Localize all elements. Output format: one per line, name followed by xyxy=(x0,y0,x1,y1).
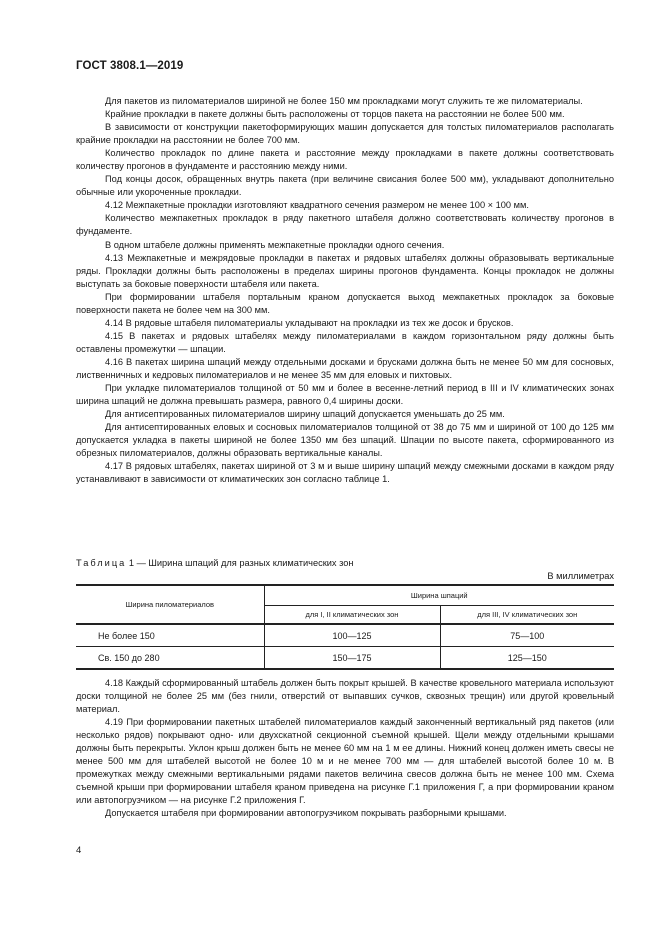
table-caption-text: 1 — Ширина шпаций для разных климатических зон xyxy=(128,558,354,568)
page-number: 4 xyxy=(76,845,82,856)
col-header-zone-1-2: для I, II климатических зон xyxy=(264,605,440,624)
table-caption xyxy=(76,557,614,570)
cell-lumber-width: Не более 150 xyxy=(76,624,264,647)
text-block-top xyxy=(76,95,614,486)
paragraph: Допускается штабеля при формировании автопогрузчиком покрывать разборными крышами. xyxy=(105,808,507,819)
paragraph: 4.12 Межпакетные прокладки изготовляют квадратного сечения размером не менее 100 × 100 мм. xyxy=(105,200,529,211)
paragraph: 4.17 В рядовых штабелях, пакетах шириной от 3 м и выше ширину шпаций между смежными досками в каждом ряду устанавливают в зависимости от климатических зон согласно таблице 1. xyxy=(76,461,614,485)
paragraph: 4.14 В рядовые штабеля пиломатериалы укладывают на прокладки из тех же досок и брусков. xyxy=(105,317,514,328)
paragraph: 4.13 Межпакетные и межрядовые прокладки в пакетах и рядовых штабелях должны образовывать вертикальные ряды. Прокладки должны быть расположены в пределах ширины прогонов фундамента. Концы прокладок не должны выступать за боковые поверхности штабеля или пакета. xyxy=(76,252,614,289)
cell-zone-1-2: 150—175 xyxy=(264,647,440,670)
paragraph: Крайние прокладки в пакете должны быть расположены от торцов пакета на расстоянии не более 500 мм. xyxy=(105,109,565,120)
paragraph: Для антисептированных пиломатериалов ширину шпаций допускается уменьшать до 25 мм. xyxy=(105,409,505,420)
paragraph: Для антисептированных еловых и сосновых пиломатериалов толщиной от 38 до 75 мм и шириной от 100 до 125 мм допускается укладка в пакеты шириной не более 1350 мм без шпаций. Шпации по высоте пакета, сформированного из обрезных пиломатериалов, должны образовать вертикальные каналы. xyxy=(76,422,614,459)
col-header-spacing-width: Ширина шпаций xyxy=(264,585,614,605)
paragraph: При формировании штабеля портальным краном допускается выход межпакетных прокладок за боковые поверхности пакета не более чем на 300 мм. xyxy=(76,291,614,315)
paragraph: Под концы досок, обращенных внутрь пакета (при величине свисания более 500 мм), укладывают дополнительно обычные или укороченные прокладки. xyxy=(76,174,614,198)
table-row xyxy=(76,647,614,670)
table-caption-word: Таблица xyxy=(76,558,127,568)
document-code: ГОСТ 3808.1—2019 xyxy=(76,60,184,72)
table-row xyxy=(76,624,614,647)
table-units: В миллиметрах xyxy=(547,571,614,581)
paragraph: Количество прокладок по длине пакета и расстояние между прокладками в пакете должны соответствовать количеству прогонов в фундаменте и расстоянию между ними. xyxy=(76,148,614,172)
cell-lumber-width: Св. 150 до 280 xyxy=(76,647,264,670)
paragraph: 4.18 Каждый сформированный штабель должен быть покрыт крышей. В качестве кровельного материала используют доски толщиной не более 25 мм (без гнили, отверстий от выпавших сучков, сквозных трещин) или другой кровельный материал. xyxy=(76,678,614,715)
cell-zone-3-4: 75—100 xyxy=(440,624,614,647)
col-header-zone-3-4: для III, IV климатических зон xyxy=(440,605,614,624)
paragraph: Количество межпакетных прокладок в ряду пакетного штабеля должно соответствовать количеству прогонов в фундаменте. xyxy=(76,213,614,237)
text-block-bottom xyxy=(76,677,614,821)
spacing-width-table xyxy=(76,584,614,670)
paragraph: 4.19 При формировании пакетных штабелей пиломатериалов каждый законченный вертикальный ряд пакетов (или несколько рядов) покрывают одно- или двухскатной секционной съемной крышей. Щели между отдельными крышами должны быть перекрыты. Уклон крыш должен быть не менее 60 мм на 1 м ее длины. Нижний конец должен иметь свесы не менее 500 мм для штабелей высотой не более 10 м и не менее 700 мм — для штабелей высотой более 10 м. В промежутках между смежными вертикальными рядами пакетов величина свесов должна быть не менее 100 мм. Схема съемной крыши при формировании штабеля краном приведена на рисунке Г.1 приложения Г, а при формировании краном или автопогрузчиком — на рисунке Г.2 приложения Г. xyxy=(76,717,614,806)
cell-zone-1-2: 100—125 xyxy=(264,624,440,647)
paragraph: Для пакетов из пиломатериалов шириной не более 150 мм прокладками могут служить те же пиломатериалы. xyxy=(105,96,583,106)
cell-zone-3-4: 125—150 xyxy=(440,647,614,670)
paragraph: 4.15 В пакетах и рядовых штабелях между пиломатериалами в каждом горизонтальном ряду должны быть оставлены промежутки — шпации. xyxy=(76,330,614,354)
paragraph: При укладке пиломатериалов толщиной от 50 мм и более в весенне-летний период в III и IV климатических зонах ширина шпаций не должна превышать размера, равного 0,4 ширины доски. xyxy=(76,383,614,407)
col-header-lumber-width: Ширина пиломатериалов xyxy=(76,585,264,624)
paragraph: 4.16 В пакетах ширина шпаций между отдельными досками и брусками должна быть не менее 50 мм для сосновых, лиственничных и кедровых пиломатериалов и не менее 35 мм для еловых и пихтовых. xyxy=(76,356,614,380)
paragraph: В одном штабеле должны применять межпакетные прокладки одного сечения. xyxy=(105,239,445,250)
paragraph: В зависимости от конструкции пакетоформирующих машин допускается для толстых пиломатериалов располагать крайние прокладки на расстоянии не более 700 мм. xyxy=(76,122,614,146)
